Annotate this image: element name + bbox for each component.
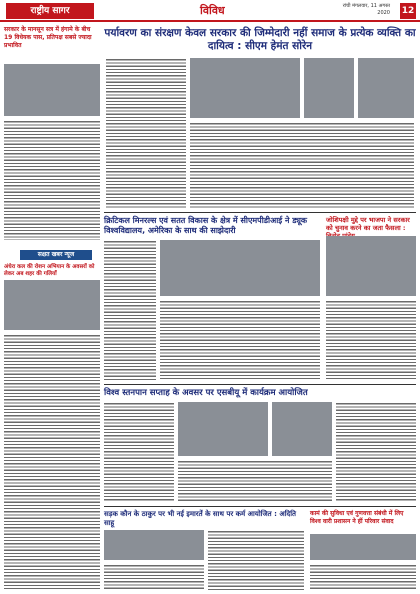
left-subhead: अंधेरा कल की रोशन अभियान के अवसरों को लेकर अब शहर की गलियाँ [4, 264, 95, 277]
left-column [4, 26, 100, 50]
story4-text-2 [104, 564, 204, 590]
newspaper-brand: राष्ट्रीय सागर [6, 3, 94, 19]
right-headline: जोशिपक्षी मुद्दे पर भाजपा ने सरकार को चुनाव करने का जता फैसला : [326, 216, 410, 232]
story3-text-3 [336, 402, 416, 502]
left-headline: सरकार के मानसून सत्र में हंगामे के बीच 19 विधेयक पास, प्रतिपक्ष सबसे ज्यादा प्रभावित [4, 26, 92, 49]
story3-headline: विश्व स्तनपान सप्ताह के अवसर पर एसबीयू में कार्यक्रम आयोजित [104, 388, 308, 398]
left-photo [4, 64, 100, 116]
main-photo-2 [304, 58, 354, 118]
section-title: विविध [200, 4, 225, 17]
story3-photo [178, 402, 268, 456]
story4-text [208, 530, 304, 590]
news-box-label: सक्षत खबर न्यूज [20, 250, 92, 260]
main-story-text-2 [190, 122, 414, 208]
main-headline: पर्यावरण का संरक्षण केवल सरकार की जिम्मेदारी नहीं समाज के प्रत्येक व्यक्ति का दायित्व : सीएम हेमंत सोरेन [104, 27, 416, 52]
right-photo [326, 236, 416, 296]
story3-text-2 [178, 460, 332, 502]
story3-photo-2 [272, 402, 332, 456]
page-number: 12 [400, 3, 416, 19]
divider-3 [104, 506, 416, 507]
main-photo-3 [358, 58, 414, 118]
left-story-text-2 [4, 334, 100, 590]
right-story-text [326, 300, 416, 380]
story4-headline: सड़क कौन के ठाकुर पर भी नई इमारतें के साथ पर कर्म आयोजित : अदिति साहू [104, 510, 297, 527]
main-story-text [106, 58, 186, 208]
right-bottom-headline: कामं की सुविधा एवं गुणवत्ता संबंधी में लिए विश्व वारी प्रशासन ने हीं परिवार संवाद [310, 510, 404, 525]
story4-photo [104, 530, 204, 560]
issue-date: रांची मंगलवार, 11 अगस्त 2020 [342, 3, 390, 16]
story2-headline: क्रिटिकल मिनरल्स एवं सतत विकास के क्षेत्र में सीएमपीडीआई ने ड्यूक विश्वविद्यालय, अमेरिका के साथ की साझेदारी [104, 216, 308, 235]
story2-text [104, 240, 156, 380]
left-story-text [4, 120, 100, 240]
divider [104, 212, 416, 213]
story3-text [104, 402, 174, 502]
story2-photo [160, 240, 320, 296]
page-header [0, 0, 420, 22]
right-bottom-photo [310, 534, 416, 560]
main-photo [190, 58, 300, 118]
divider-2 [104, 384, 416, 385]
left-photo-2 [4, 280, 100, 330]
story2-text-2 [160, 300, 320, 380]
right-bottom-text [310, 564, 416, 590]
